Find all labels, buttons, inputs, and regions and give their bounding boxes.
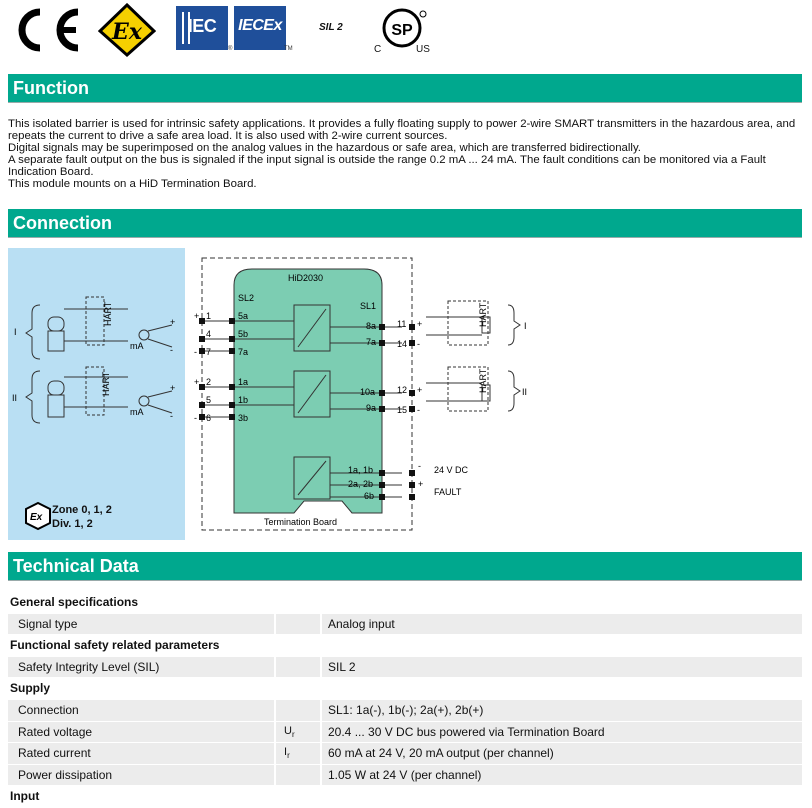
terminal-number-12: 12 <box>397 385 408 395</box>
table-row <box>8 722 802 744</box>
bus-terminal-2a2b: 2a, 2b <box>348 479 374 489</box>
terminal-label-3b: 3b <box>238 413 249 423</box>
csa-us-label: US <box>416 44 430 55</box>
row-label: Connection <box>18 702 79 717</box>
right-minus-2: - <box>417 405 420 415</box>
safe-channel-2-label: II <box>522 387 528 397</box>
section-rule <box>8 580 802 581</box>
sil-label: SIL 2 <box>319 22 343 33</box>
bus-terminal-6b: 6b <box>364 491 375 501</box>
device-minus-2: - <box>170 411 173 421</box>
left-plus-1: + <box>194 311 200 321</box>
bus-terminal-1a1b: 1a, 1b <box>348 465 374 475</box>
row-label: Signal type <box>18 616 78 631</box>
iecex-logo: IECEx <box>234 6 286 50</box>
safe-channel-1-label: I <box>524 321 527 331</box>
technical-data-table <box>8 592 802 808</box>
row-label: Supply <box>10 681 51 696</box>
terminal-label-7a-right: 7a <box>366 337 377 347</box>
ce-mark-logo <box>10 6 86 54</box>
terminal-number-11: 11 <box>397 319 407 329</box>
module-name-label: HiD2030 <box>288 273 324 283</box>
terminal-number-1: 1 <box>206 311 212 321</box>
termination-board-label: Termination Board <box>264 517 338 527</box>
iec-logo: IEC <box>176 6 228 50</box>
table-row <box>8 700 802 722</box>
row-label: Power dissipation <box>18 767 113 782</box>
bus-plus: + <box>418 479 424 489</box>
ex-hex-icon <box>26 503 50 529</box>
channel-2-label: II <box>12 393 18 403</box>
device-plus-1: + <box>170 317 176 327</box>
terminal-label-5a: 5a <box>238 311 249 321</box>
row-label: Safety Integrity Level (SIL) <box>18 659 160 674</box>
left-minus-2: - <box>194 413 197 423</box>
zone-division-label: Zone 0, 1, 2 Div. 1, 2 <box>52 504 112 530</box>
row-value: SIL 2 <box>328 659 356 674</box>
wiring-schematic <box>8 247 802 541</box>
row-value: SL1: 1a(-), 1b(-); 2a(+), 2b(+) <box>328 702 484 717</box>
registered-mark: ® <box>228 46 233 52</box>
hart-label-3: HART <box>478 302 488 327</box>
row-label: Rated voltage <box>18 724 93 739</box>
terminal-label-10a: 10a <box>360 387 376 397</box>
row-label: General specifications <box>10 595 139 609</box>
right-plus-1: + <box>417 319 423 329</box>
row-value: 1.05 W at 24 V (per channel) <box>328 767 482 782</box>
section-header-technical-data: Technical Data <box>8 552 802 580</box>
row-symbol: $U_r$ <box>284 724 295 739</box>
bus-minus: - <box>418 461 421 471</box>
device-minus-1: - <box>170 345 173 355</box>
table-row <box>8 765 802 787</box>
terminal-number-5: 5 <box>206 395 212 405</box>
table-group-header <box>8 592 802 614</box>
row-label: Rated current <box>18 746 91 761</box>
terminal-label-1b: 1b <box>238 395 249 405</box>
function-description <box>8 118 804 190</box>
svg-text:Ex: Ex <box>30 512 43 523</box>
terminal-label-8a: 8a <box>366 321 377 331</box>
terminal-number-2: 2 <box>206 377 212 387</box>
fault-label: FAULT <box>434 487 462 497</box>
table-group-header <box>8 635 802 657</box>
sl1-label: SL1 <box>360 301 377 311</box>
connection-diagram <box>8 247 802 541</box>
row-value: 60 mA at 24 V, 20 mA output (per channel) <box>328 746 554 761</box>
left-minus-1: - <box>194 347 197 357</box>
right-minus-1: - <box>417 339 420 349</box>
terminal-label-9a: 9a <box>366 403 377 413</box>
hart-label-4: HART <box>478 368 488 393</box>
function-paragraph-3: A separate fault output on the bus is signaled if the input signal is outside the range 0.2 mA ... 24 mA. The fault conditions can be monitored via a Fault Indication Board. <box>8 154 766 178</box>
ma-label-1: mA <box>130 341 144 351</box>
terminal-label-7a: 7a <box>238 347 249 357</box>
table-row <box>8 743 802 765</box>
terminal-number-15: 15 <box>397 405 408 415</box>
terminal-label-5b: 5b <box>238 329 249 339</box>
ma-label-2: mA <box>130 407 144 417</box>
sl2-label: SL2 <box>238 293 255 303</box>
row-label: Input <box>10 789 40 804</box>
device-plus-2: + <box>170 383 176 393</box>
left-plus-2: + <box>194 377 200 387</box>
function-paragraph-1: This isolated barrier is used for intrinsic safety applications. It provides a fully floating supply to power 2-wire SMART transmitters in the hazardous area, and repeats the current to drive a safe area load. It is also used with 2-wire current sources. <box>8 118 796 142</box>
table-group-header <box>8 678 802 700</box>
function-paragraph-2: Digital signals may be superimposed on the analog values in the hazardous or safe area, which are transferred bidirectionally. <box>8 142 641 154</box>
svg-text:Ex: Ex <box>112 19 142 45</box>
right-plus-2: + <box>417 385 423 395</box>
csa-c-label: C <box>374 44 382 55</box>
row-value: 20.4 ... 30 V DC bus powered via Termination Board <box>328 724 605 739</box>
row-symbol: $I_r$ <box>284 746 290 761</box>
section-header-connection: Connection <box>8 209 802 237</box>
section-rule <box>8 102 802 103</box>
table-row <box>8 614 802 636</box>
row-label: Functional safety related parameters <box>10 638 220 653</box>
channel-1-label: I <box>14 327 17 337</box>
table-row <box>8 657 802 679</box>
atex-ex-logo <box>98 3 156 57</box>
hart-label-1: HART <box>103 301 113 326</box>
table-group-header <box>8 786 802 808</box>
section-rule <box>8 237 802 238</box>
terminal-number-14: 14 <box>397 339 408 349</box>
trademark-mark: TM <box>284 46 293 52</box>
certification-logos <box>0 0 812 66</box>
function-paragraph-4: This module mounts on a HiD Termination Board. <box>8 178 257 190</box>
terminal-number-4: 4 <box>206 329 212 339</box>
svg-text:SP: SP <box>391 22 413 39</box>
terminal-number-7: 7 <box>206 347 212 357</box>
supply-24v-label: 24 V DC <box>434 465 469 475</box>
row-value: Analog input <box>328 616 395 631</box>
hart-label-2: HART <box>101 371 111 396</box>
terminal-number-6: 6 <box>206 413 212 423</box>
terminal-label-1a: 1a <box>238 377 249 387</box>
section-header-function: Function <box>8 74 802 102</box>
